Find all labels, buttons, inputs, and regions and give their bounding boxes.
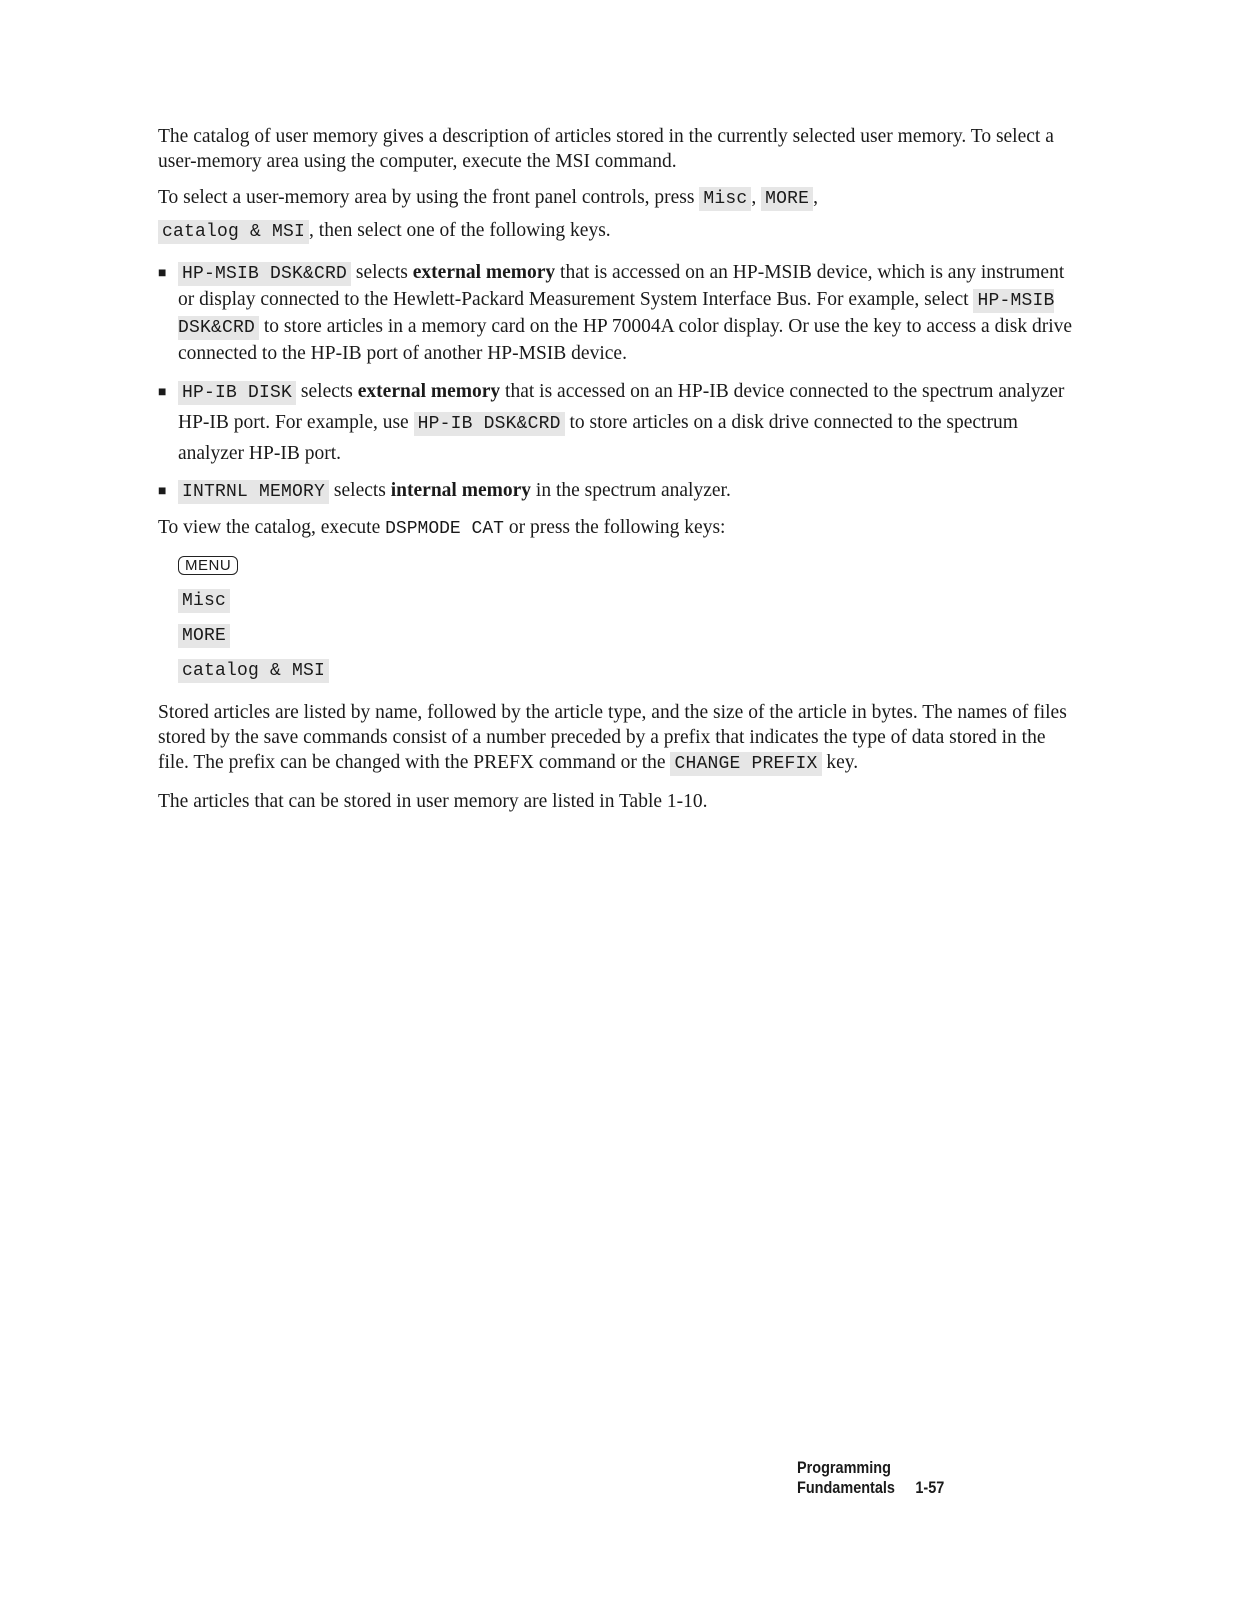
intro-sentence-3: , then select one of the following keys.	[309, 220, 611, 241]
stored-articles-paragraph: Stored articles are listed by name, followed by the article type, and the size of the article in bytes. The names of files stored by the save commands consist of a number preceded by a prefix that indicates the type of data stored in the file. The prefix can be changed with the PREFX command or the CHANGE PREFIX key.	[158, 702, 1067, 774]
softkey-hp-msib-dsk-crd: HP-MSIB DSK&CRD	[178, 291, 1055, 338]
softkey-hp-ib-dsk-crd: HP-IB DSK&CRD	[414, 412, 565, 436]
softkey-catalog-msi: catalog & MSI	[158, 220, 309, 244]
softkey-misc: Misc	[178, 589, 230, 613]
softkey-hp-ib-disk: HP-IB DISK	[178, 381, 296, 405]
emphasis-text: external memory	[357, 381, 501, 402]
softkey-misc: Misc	[699, 187, 751, 211]
intro-paragraph	[158, 124, 1078, 174]
intro-paragraph-2: To select a user-memory area by using the front panel controls, press Misc , MORE , catalog & MSI , then select one of the following keys.	[158, 187, 819, 242]
softkey-change-prefix: CHANGE PREFIX	[670, 752, 821, 776]
memory-options-list	[158, 260, 1078, 505]
softkey-hp-msib-dsk-crd: HP-MSIB DSK&CRD	[178, 262, 351, 286]
page-footer	[797, 1458, 1018, 1498]
bullet-icon: ■	[158, 484, 167, 499]
page-number: 1-57	[915, 1478, 945, 1497]
emphasis-text: internal memory	[390, 480, 532, 501]
list-item: ■ HP-IB DISK selects external memory that is accessed on an HP-IB device connected to the spectrum analyzer HP-IB port. For example, use HP-IB DSK&CRD to store articles on a disk drive connected to the spectrum analyzer HP-IB port.	[158, 377, 1078, 468]
command-code: DSPMODE CAT	[385, 519, 504, 539]
footer-section-title: Programming Fundamentals	[797, 1458, 895, 1497]
closing-paragraph: The articles that can be stored in user memory are listed in Table 1-10.	[158, 791, 708, 812]
bullet-icon: ■	[158, 385, 167, 400]
key-sequence	[158, 552, 1078, 692]
view-catalog-paragraph: To view the catalog, execute DSPMODE CAT or press the following keys:	[158, 517, 726, 539]
menu-hardkey: MENU	[178, 556, 238, 575]
list-item: ■ HP-MSIB DSK&CRD selects external memory that is accessed on an HP-MSIB device, which is any instrument or display connected to the Hewlett-Packard Measurement System Interface Bus. For example, select HP-MSIB DSK&CRD to store articles in a memory card on the HP 70004A color display. Or use the key to access a disk drive connected to the HP-IB port of another HP-MSIB device.	[158, 262, 1073, 364]
list-item: ■ INTRNL MEMORY selects internal memory in the spectrum analyzer.	[158, 480, 731, 502]
softkey-intrnl-memory: INTRNL MEMORY	[178, 480, 329, 504]
intro-sentence-2: To select a user-memory area by using the front panel controls, press	[158, 187, 695, 208]
emphasis-text: external memory	[412, 262, 556, 283]
softkey-catalog-msi: catalog & MSI	[178, 659, 329, 683]
bullet-icon: ■	[158, 266, 167, 281]
intro-sentence-1: The catalog of user memory gives a description of articles stored in the currently selected user memory. To select a user-memory area using the computer, execute the MSI command.	[158, 126, 1054, 172]
softkey-more: MORE	[761, 187, 813, 211]
softkey-more: MORE	[178, 624, 230, 648]
page-content	[158, 124, 1078, 814]
